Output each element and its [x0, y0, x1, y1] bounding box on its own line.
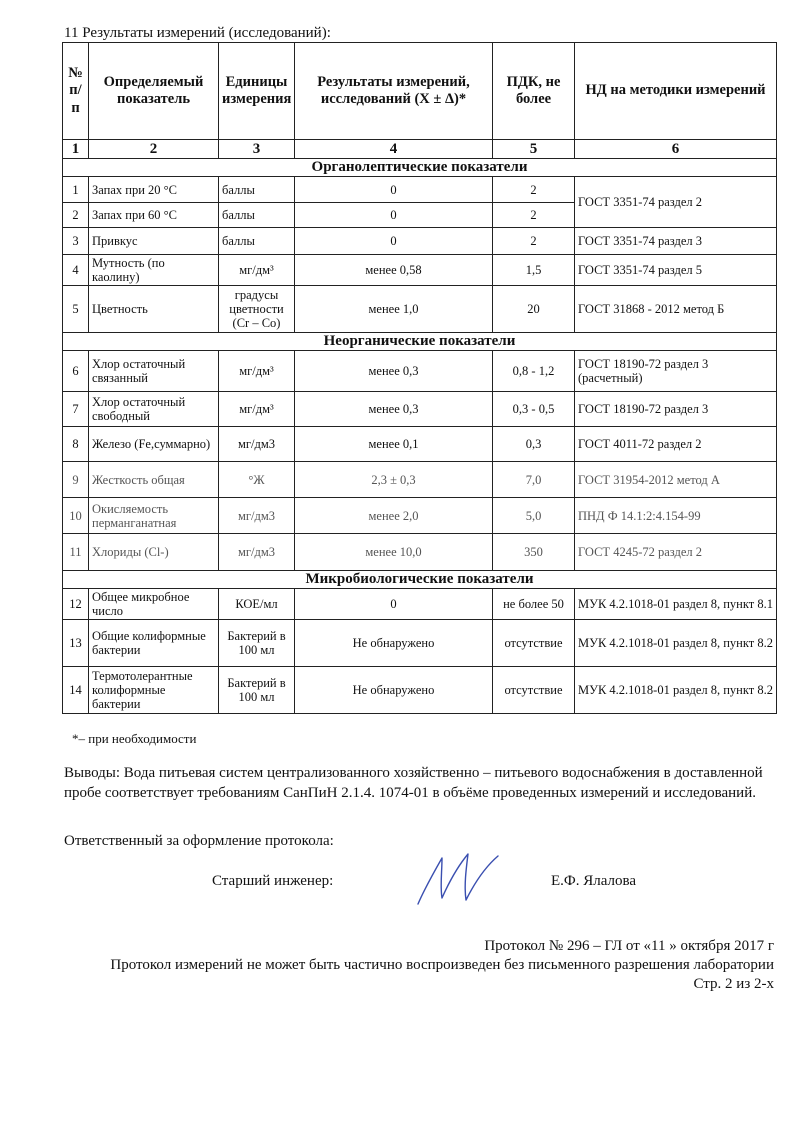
- row-result: менее 1,0: [295, 286, 493, 333]
- row-result: менее 2,0: [295, 498, 493, 534]
- row-result: Не обнаружено: [295, 620, 493, 667]
- table-row: [63, 667, 777, 714]
- row-number: 5: [63, 286, 89, 333]
- table-row: [63, 286, 777, 333]
- footnote: *– при необходимости: [72, 731, 197, 746]
- row-unit: мг/дм³: [219, 392, 295, 427]
- table-row: [63, 255, 777, 286]
- row-pdk: 2: [493, 177, 575, 203]
- section-heading: 11 Результаты измерений (исследований):: [64, 25, 331, 41]
- signature-image: [412, 850, 504, 908]
- row-indicator: Запах при 20 °С: [89, 177, 219, 203]
- row-number: 6: [63, 351, 89, 392]
- row-pdk: 0,8 - 1,2: [493, 351, 575, 392]
- table-row: [63, 534, 777, 571]
- header-unit: Единицы измерения: [219, 43, 295, 140]
- signer-name: Е.Ф. Ялалова: [551, 873, 637, 889]
- reproduction-notice: Протокол измерений не может быть частично воспроизведен без письменного разрешения лаборатории: [110, 957, 774, 973]
- column-number-row: [63, 140, 777, 159]
- row-method: МУК 4.2.1018-01 раздел 8, пункт 8.2: [575, 620, 777, 667]
- row-unit: Бактерий в 100 мл: [219, 620, 295, 667]
- row-pdk: 7,0: [493, 462, 575, 498]
- column-number: 6: [575, 140, 777, 159]
- row-method: ПНД Ф 14.1:2:4.154-99: [575, 498, 777, 534]
- row-number: 4: [63, 255, 89, 286]
- row-unit: мг/дм3: [219, 427, 295, 462]
- row-result: менее 0,58: [295, 255, 493, 286]
- table-row: [63, 427, 777, 462]
- category-microbiological: Микробиологические показатели: [63, 571, 777, 589]
- row-number: 11: [63, 534, 89, 571]
- column-number: 3: [219, 140, 295, 159]
- row-method: ГОСТ 18190-72 раздел 3: [575, 392, 777, 427]
- row-result: Не обнаружено: [295, 667, 493, 714]
- row-pdk: 2: [493, 228, 575, 255]
- row-method: ГОСТ 3351-74 раздел 3: [575, 228, 777, 255]
- row-unit: Бактерий в 100 мл: [219, 667, 295, 714]
- row-unit: градусы цветности (Cr – Co): [219, 286, 295, 333]
- row-unit: мг/дм³: [219, 255, 295, 286]
- row-indicator: Хлориды (Cl-): [89, 534, 219, 571]
- row-unit: мг/дм³: [219, 351, 295, 392]
- row-unit: баллы: [219, 203, 295, 228]
- row-pdk: 0,3 - 0,5: [493, 392, 575, 427]
- row-indicator: Привкус: [89, 228, 219, 255]
- row-method: МУК 4.2.1018-01 раздел 8, пункт 8.2: [575, 667, 777, 714]
- column-number: 2: [89, 140, 219, 159]
- row-method: МУК 4.2.1018-01 раздел 8, пункт 8.1: [575, 589, 777, 620]
- header-result: Результаты измерений, исследований (X ± Δ)*: [295, 43, 493, 140]
- row-indicator: Цветность: [89, 286, 219, 333]
- header-method: НД на методики измерений: [575, 43, 777, 140]
- row-pdk: 20: [493, 286, 575, 333]
- row-indicator: Окисляемость перманганатная: [89, 498, 219, 534]
- responsible-label: Ответственный за оформление протокола:: [64, 833, 334, 849]
- category-organoleptic: Органолептические показатели: [63, 159, 777, 177]
- row-number: 3: [63, 228, 89, 255]
- row-number: 13: [63, 620, 89, 667]
- row-pdk: 2: [493, 203, 575, 228]
- signer-role: Старший инженер:: [212, 873, 334, 889]
- header-number: № п/п: [63, 43, 89, 140]
- row-pdk: 5,0: [493, 498, 575, 534]
- row-pdk: отсутствие: [493, 620, 575, 667]
- table-row: [63, 351, 777, 392]
- row-number: 1: [63, 177, 89, 203]
- table-row: [63, 589, 777, 620]
- row-indicator: Запах при 60 °С: [89, 203, 219, 228]
- results-table: [62, 42, 777, 714]
- row-indicator: Хлор остаточный связанный: [89, 351, 219, 392]
- row-result: менее 0,3: [295, 351, 493, 392]
- row-number: 8: [63, 427, 89, 462]
- row-indicator: Общие колиформные бактерии: [89, 620, 219, 667]
- table-row: [63, 498, 777, 534]
- header-indicator: Определяемый показатель: [89, 43, 219, 140]
- table-row: [63, 462, 777, 498]
- row-number: 10: [63, 498, 89, 534]
- row-indicator: Мутность (по каолину): [89, 255, 219, 286]
- row-pdk: отсутствие: [493, 667, 575, 714]
- row-number: 9: [63, 462, 89, 498]
- row-number: 14: [63, 667, 89, 714]
- row-indicator: Хлор остаточный свободный: [89, 392, 219, 427]
- row-number: 12: [63, 589, 89, 620]
- row-pdk: 1,5: [493, 255, 575, 286]
- conclusion-text: Выводы: Вода питьевая систем централизованного хозяйственно – питьевого водоснабжения в доставленной пробе соответствует требованиям СанПиН 2.1.4. 1074-01 в объёме проведенных измерений и исследований.: [64, 765, 763, 801]
- protocol-reference: Протокол № 296 – ГЛ от «11 » октября 2017 г: [484, 938, 774, 954]
- row-number: 7: [63, 392, 89, 427]
- header-pdk: ПДК, не более: [493, 43, 575, 140]
- row-number: 2: [63, 203, 89, 228]
- table-header-row: [63, 43, 777, 140]
- row-result: 2,3 ± 0,3: [295, 462, 493, 498]
- row-result: менее 0,3: [295, 392, 493, 427]
- row-pdk: 350: [493, 534, 575, 571]
- table-row: [63, 228, 777, 255]
- row-pdk: 0,3: [493, 427, 575, 462]
- row-unit: мг/дм3: [219, 498, 295, 534]
- row-result: 0: [295, 203, 493, 228]
- row-indicator: Железо (Fe,суммарно): [89, 427, 219, 462]
- table-row: [63, 392, 777, 427]
- row-method: ГОСТ 4011-72 раздел 2: [575, 427, 777, 462]
- row-result: менее 10,0: [295, 534, 493, 571]
- row-unit: КОЕ/мл: [219, 589, 295, 620]
- page-number: Стр. 2 из 2-х: [693, 976, 774, 992]
- row-result: менее 0,1: [295, 427, 493, 462]
- column-number: 5: [493, 140, 575, 159]
- row-pdk: не более 50: [493, 589, 575, 620]
- table-row: [63, 620, 777, 667]
- row-indicator: Термотолерантные колиформные бактерии: [89, 667, 219, 714]
- row-method: ГОСТ 3351-74 раздел 5: [575, 255, 777, 286]
- column-number: 1: [63, 140, 89, 159]
- row-unit: баллы: [219, 177, 295, 203]
- row-method: ГОСТ 31868 - 2012 метод Б: [575, 286, 777, 333]
- row-indicator: Общее микробное число: [89, 589, 219, 620]
- category-inorganic: Неорганические показатели: [63, 333, 777, 351]
- row-method: ГОСТ 3351-74 раздел 2: [575, 177, 777, 228]
- row-result: 0: [295, 177, 493, 203]
- row-indicator: Жесткость общая: [89, 462, 219, 498]
- row-method: ГОСТ 18190-72 раздел 3 (расчетный): [575, 351, 777, 392]
- row-result: 0: [295, 589, 493, 620]
- row-result: 0: [295, 228, 493, 255]
- row-method: ГОСТ 31954-2012 метод А: [575, 462, 777, 498]
- row-method: ГОСТ 4245-72 раздел 2: [575, 534, 777, 571]
- row-unit: мг/дм3: [219, 534, 295, 571]
- column-number: 4: [295, 140, 493, 159]
- row-unit: °Ж: [219, 462, 295, 498]
- row-unit: баллы: [219, 228, 295, 255]
- table-row: [63, 177, 777, 203]
